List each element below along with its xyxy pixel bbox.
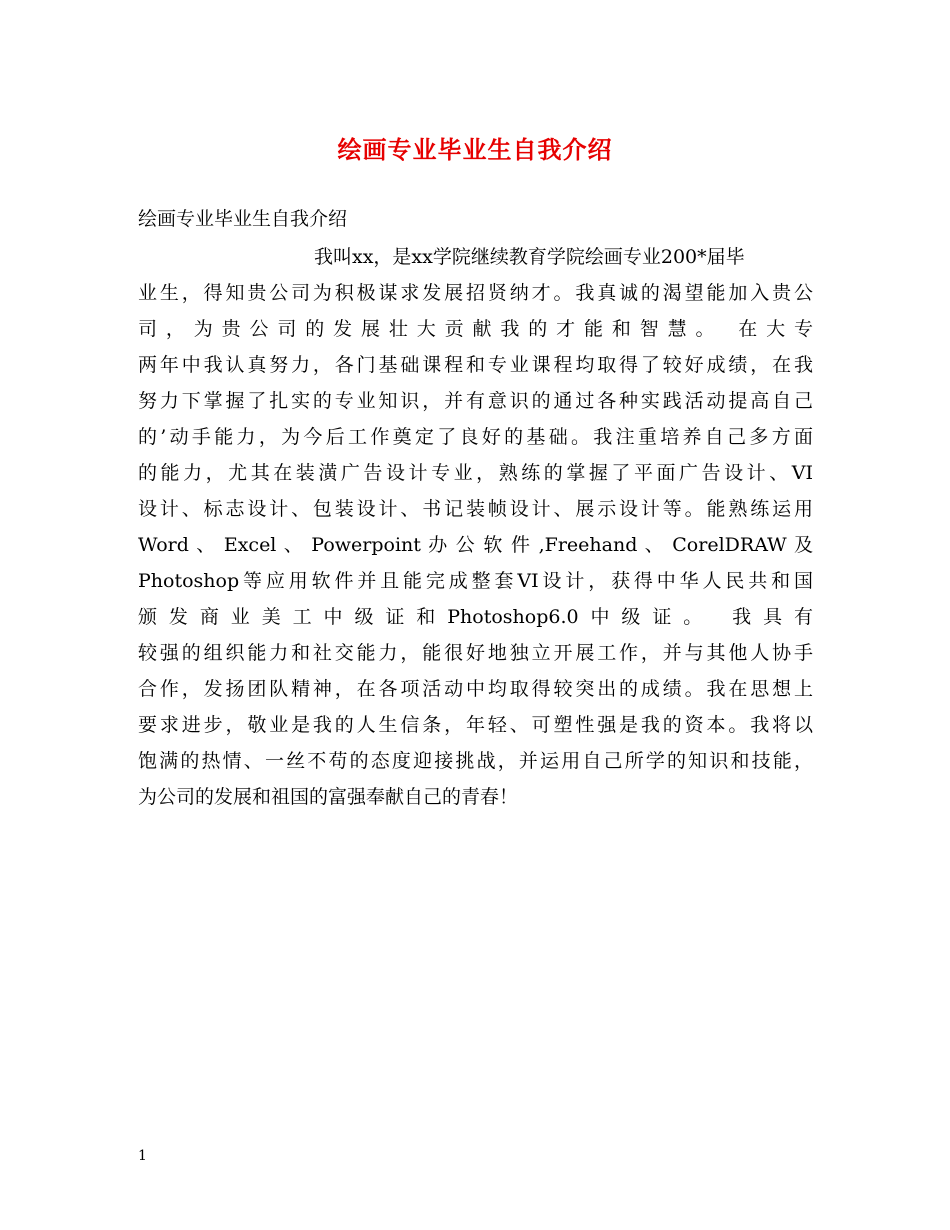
text-line: 的能力，尤其在装潢广告设计专业，熟练的掌握了平面广告设计、VI <box>138 462 813 484</box>
text-line: 要求进步，敬业是我的人生信条，年轻、可塑性强是我的资本。我将以 <box>138 714 813 736</box>
text-line: 较强的组织能力和社交能力，能很好地独立开展工作，并与其他人协手 <box>138 642 813 664</box>
document-title: 绘画专业毕业生自我介绍 <box>337 135 613 164</box>
text-line: 业生，得知贵公司为积极谋求发展招贤纳才。我真诚的渴望能加入贵公 <box>138 282 813 304</box>
text-line: 司，为贵公司的发展壮大贡献我的才能和智慧。 在大专 <box>138 318 813 340</box>
text-line: 设计、标志设计、包装设计、书记装帧设计、展示设计等。能熟练运用 <box>138 498 813 520</box>
body-paragraph <box>138 239 813 815</box>
text-line: 颁发商业美工中级证和Photoshop6.0中级证。 我具有 <box>138 606 813 628</box>
page-number: 1 <box>138 1148 147 1164</box>
text-line: 饱满的热情、一丝不苟的态度迎接挑战，并运用自己所学的知识和技能， <box>138 750 813 772</box>
text-line: Photoshop等应用软件并且能完成整套VI设计，获得中华人民共和国 <box>138 570 813 592</box>
text-line: 我叫xx，是xx学院继续教育学院绘画专业200*届毕 <box>314 246 745 268</box>
text-line: 合作，发扬团队精神，在各项活动中均取得较突出的成绩。我在思想上 <box>138 678 813 700</box>
document-subtitle: 绘画专业毕业生自我介绍 <box>138 208 348 230</box>
text-line: 的’动手能力，为今后工作奠定了良好的基础。我注重培养自己多方面 <box>138 426 813 448</box>
text-line: Word 、 Excel 、 Powerpoint 办 公 软 件 ,Freehand 、 CorelDRAW 及 <box>138 534 813 556</box>
text-line: 努力下掌握了扎实的专业知识，并有意识的通过各种实践活动提高自己 <box>138 390 813 412</box>
text-line: 为公司的发展和祖国的富强奉献自己的青春！ <box>138 786 519 808</box>
text-line: 两年中我认真努力，各门基础课程和专业课程均取得了较好成绩，在我 <box>138 354 813 376</box>
